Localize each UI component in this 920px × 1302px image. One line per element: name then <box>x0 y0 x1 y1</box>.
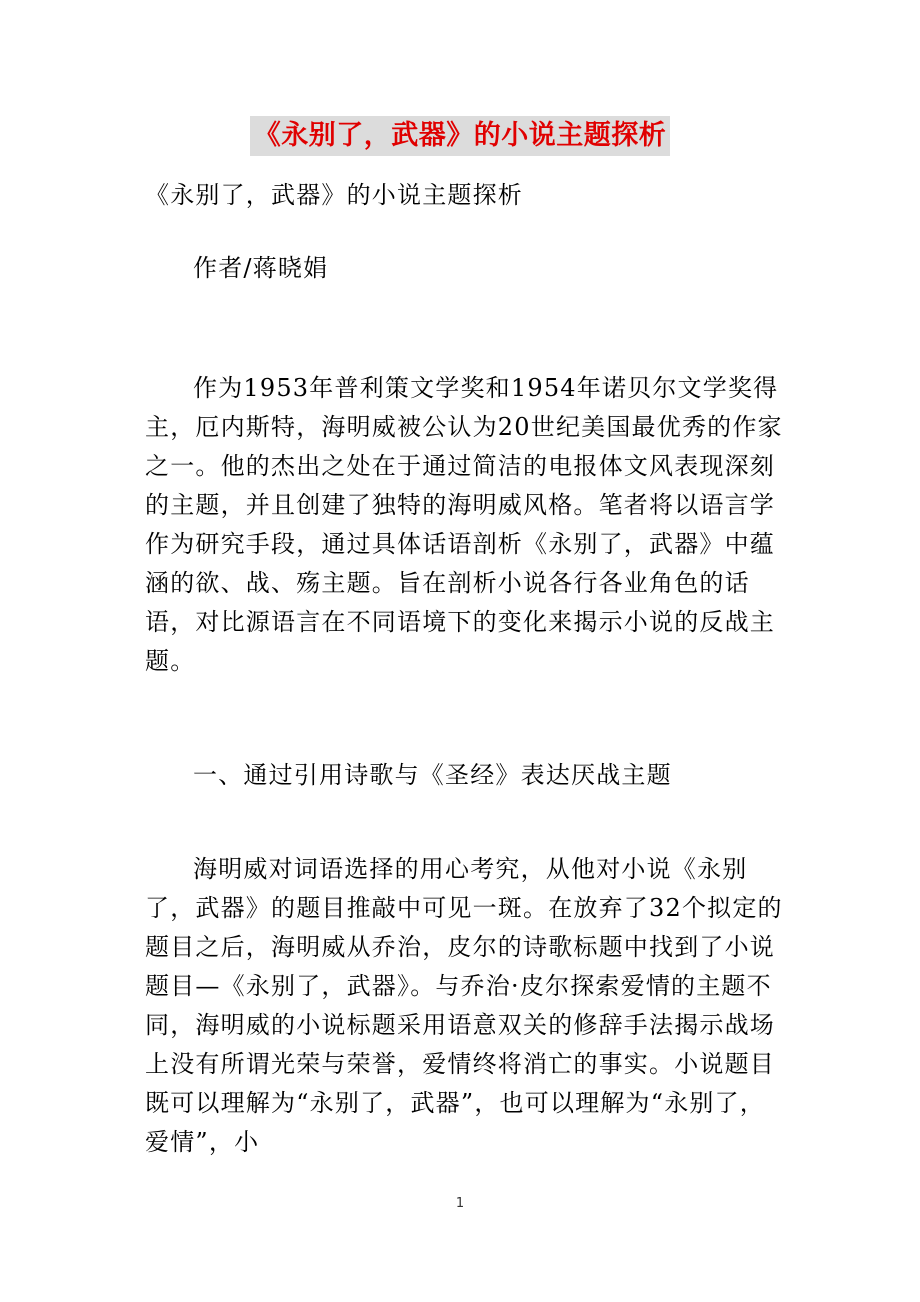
author-line: 作者/蒋晓娟 <box>193 254 329 282</box>
section-heading: 一、通过引用诗歌与《圣经》表达厌战主题 <box>193 761 672 789</box>
document-subtitle: 《永别了，武器》的小说主题探析 <box>145 181 523 209</box>
page-number: 1 <box>455 1196 465 1211</box>
intro-paragraph: 作为1953年普利策文学奖和1954年诺贝尔文学奖得主，厄内斯特，海明威被公认为20世纪美国最优秀的作家之一。他的杰出之处在于通过简洁的电报体文风表现深刻的主题，并且创建了独特的海明威风格。笔者将以语言学作为研究手段，通过具体话语剖析《永别了，武器》中蕴涵的欲、战、殇主题。旨在剖析小说各行各业角色的话语，对比源语言在不同语境下的变化来揭示小说的反战主题。 <box>145 374 783 675</box>
body-paragraph: 海明威对词语选择的用心考究，从他对小说《永别了，武器》的题目推敲中可见一斑。在放弃了32个拟定的题目之后，海明威从乔治，皮尔的诗歌标题中找到了小说题目—《永别了，武器》。与乔治·皮尔探索爱情的主题不同，海明威的小说标题采用语意双关的修辞手法揭示战场上没有所谓光荣与荣誉，爱情终将消亡的事实。小说题目既可以理解为“永别了，武器”，也可以理解为“永别了，爱情”，小 <box>145 855 783 1156</box>
document-title: 《永别了，武器》的小说主题探析 <box>250 116 671 156</box>
title-container <box>0 116 920 156</box>
